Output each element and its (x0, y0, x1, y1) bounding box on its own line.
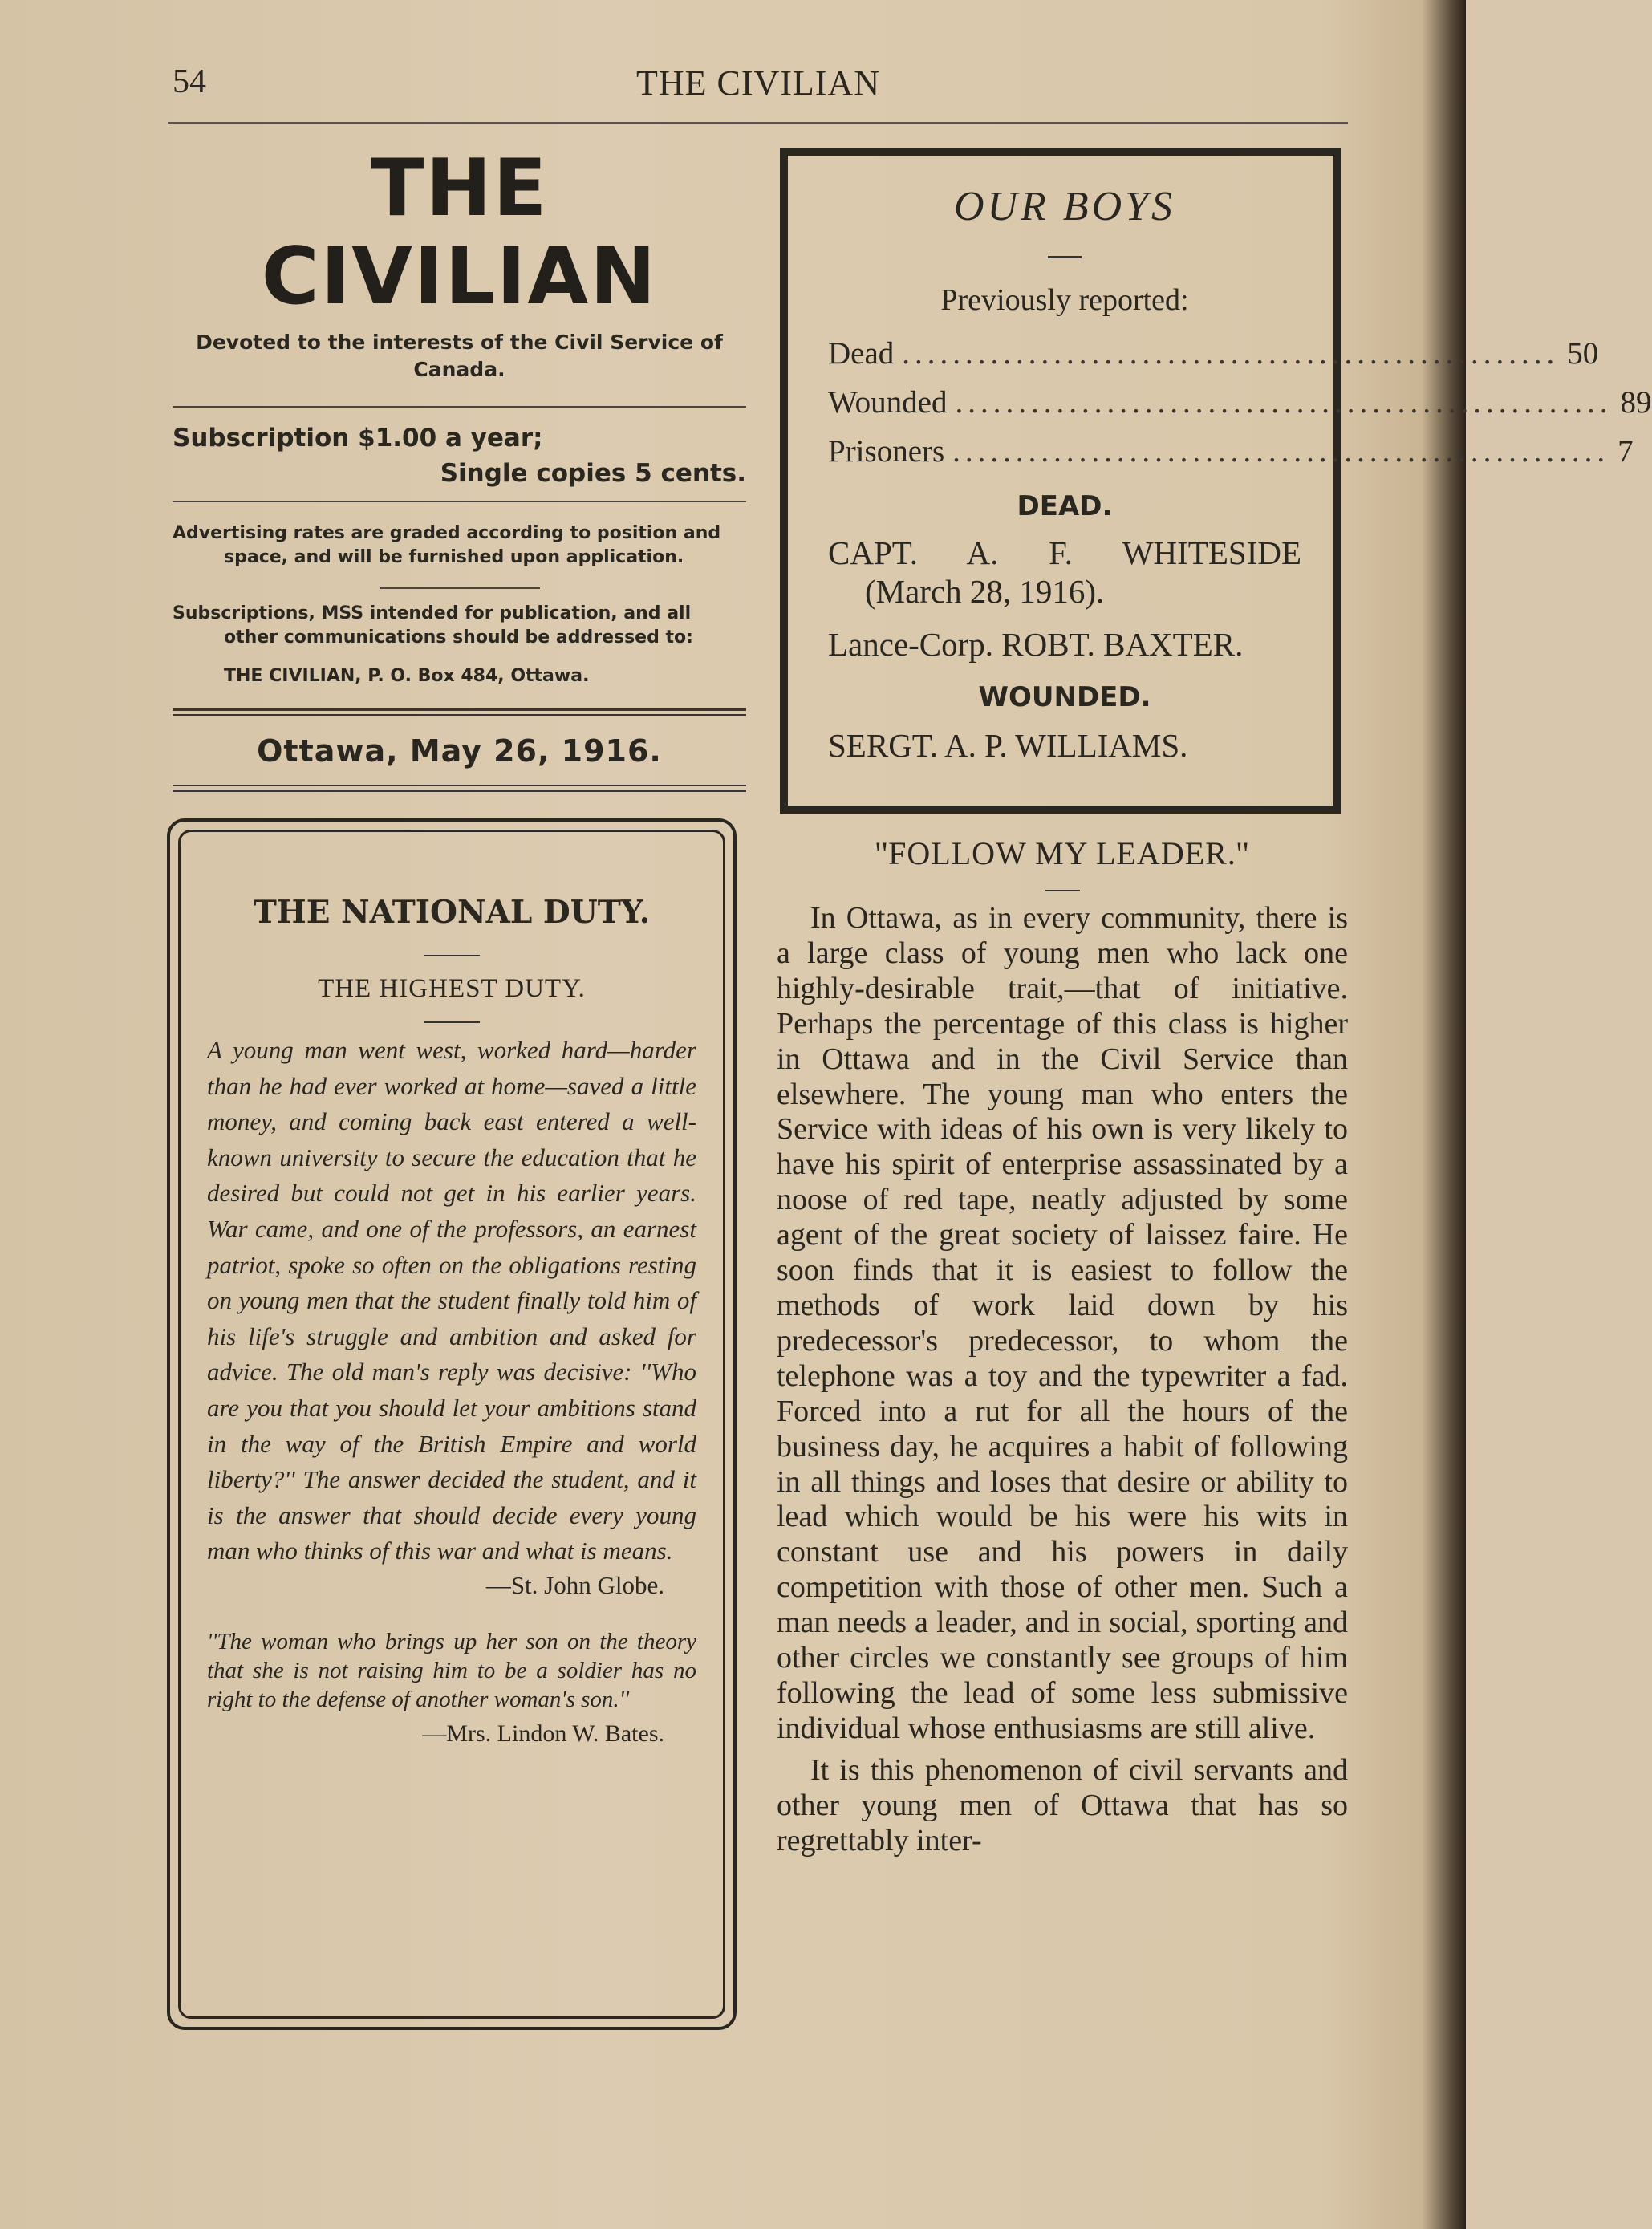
stat-row (828, 427, 1634, 476)
casualty-date: (March 28, 1916). (865, 573, 1105, 610)
stat-value: 89 (1620, 385, 1652, 420)
quote-attribution: —Mrs. Lindon W. Bates. (422, 1719, 664, 1747)
masthead-devoted: Devoted to the interests of the Civil Service of Canada. (196, 331, 723, 381)
stat-label: Wounded (828, 385, 948, 420)
leader-dots: .................................................... (952, 434, 1610, 469)
article-body: A young man went west, worked hard—harder than he had ever worked at home—saved a little money, and coming back east entered a well-known university to secure the education that he desired but could not get in his earlier years. War came, and one of the professors, an earnest patriot, spoke so often on the obligations resting on young men that the student finally told him of his life's struggle and ambition and asked for advice. The old man's reply was decisive: ''Who are you that you should let your ambitions stand in the way of the British Empire and world liberty?'' The answer decided the student, and it is the answer that should decide every young man who thinks of this war and what is means. (207, 1036, 696, 1565)
stat-row (828, 329, 1599, 378)
short-rule (380, 587, 540, 589)
dash-rule (424, 1021, 480, 1023)
dead-heading: DEAD. (1017, 490, 1113, 522)
article-title: ''FOLLOW MY LEADER.'' (875, 835, 1250, 871)
article-title: THE NATIONAL DUTY. (253, 894, 651, 931)
masthead (173, 144, 746, 792)
our-boys-title: OUR BOYS (953, 184, 1176, 229)
casualty-name: CAPT. A. F. WHITESIDE (828, 534, 1301, 571)
national-duty-box (167, 818, 737, 2030)
masthead-title: THE CIVILIAN (261, 143, 658, 323)
dash-rule (1048, 256, 1082, 258)
leader-dots: .................................................... (955, 385, 1613, 420)
paragraph: It is this phenomenon of civil servants and other young men of Ottawa that has so regrettably inter- (777, 1752, 1348, 1858)
casualty-entry: Lance-Corp. ROBT. BAXTER. (828, 626, 1244, 663)
our-boys-box (780, 148, 1652, 814)
follow-my-leader-article (777, 834, 1348, 1858)
article-subtitle: THE HIGHEST DUTY. (318, 974, 586, 1003)
double-rule (173, 708, 746, 716)
subscription-price (173, 420, 746, 491)
subscription-line-2: Single copies 5 cents. (440, 459, 746, 488)
leader-dots: .................................................... (902, 336, 1560, 371)
dash-rule (424, 955, 480, 956)
casualty-entry (828, 534, 1301, 611)
stat-row (828, 378, 1652, 427)
previously-reported: Previously reported: (940, 283, 1189, 317)
double-rule (173, 785, 746, 792)
paragraph: In Ottawa, as in every community, there is a large class of young men who lack one highly-desirable trait,—that of initiative. Perhaps the percentage of this class is higher in Ottawa and in the Civil Service than elsewhere. The young man who enters the Service with ideas of his own is very likely to have his spirit of enterprise assassinated by a noose of red tape, neatly adjusted by some agent of the great society of laissez faire. He soon finds that it is easiest to follow the methods of work laid down by his predecessor's predecessor, to whom the telephone was a toy and the typewriter a fad. Forced into a rut for all the hours of the business day, he acquires a habit of following in all things and loses that desire or ability to lead which would be his were his wits in constant use and his powers in daily competition with those of other men. Such a man needs a leader, and in social, sporting and other circles we constantly see groups of him following the lead of some less submissive individual whose enthusiasms are still alive. (777, 901, 1348, 1745)
casualty-entry: SERGT. A. P. WILLIAMS. (828, 727, 1188, 764)
header-rule (168, 122, 1348, 124)
masthead-rule (173, 406, 746, 408)
quote-text: ''The woman who brings up her son on the theory that she is not raising him to be a soldier has no right to the defense of another woman's son.'' (207, 1628, 696, 1712)
article-body (777, 901, 1348, 1858)
dash-rule (1045, 890, 1080, 891)
stat-label: Dead (828, 336, 895, 371)
advertising-notice: Advertising rates are graded according to position and space, and will be furnished upon application. (173, 523, 721, 567)
dateline: Ottawa, May 26, 1916. (257, 733, 662, 769)
page-number: 54 (173, 63, 206, 100)
running-header (173, 63, 1344, 108)
wounded-heading: WOUNDED. (978, 681, 1151, 713)
attribution: —St. John Globe. (485, 1570, 664, 1599)
stat-label: Prisoners (828, 434, 945, 469)
submissions-notice: Subscriptions, MSS intended for publication, and all other communications should be addressed to: (173, 603, 693, 648)
stat-value: 50 (1567, 336, 1599, 371)
stat-value: 7 (1617, 434, 1634, 469)
subscription-line-1: Subscription $1.00 a year; (173, 424, 543, 453)
running-title: THE CIVILIAN (635, 63, 881, 103)
masthead-rule (173, 501, 746, 502)
mailing-address: THE CIVILIAN, P. O. Box 484, Ottawa. (224, 666, 590, 686)
